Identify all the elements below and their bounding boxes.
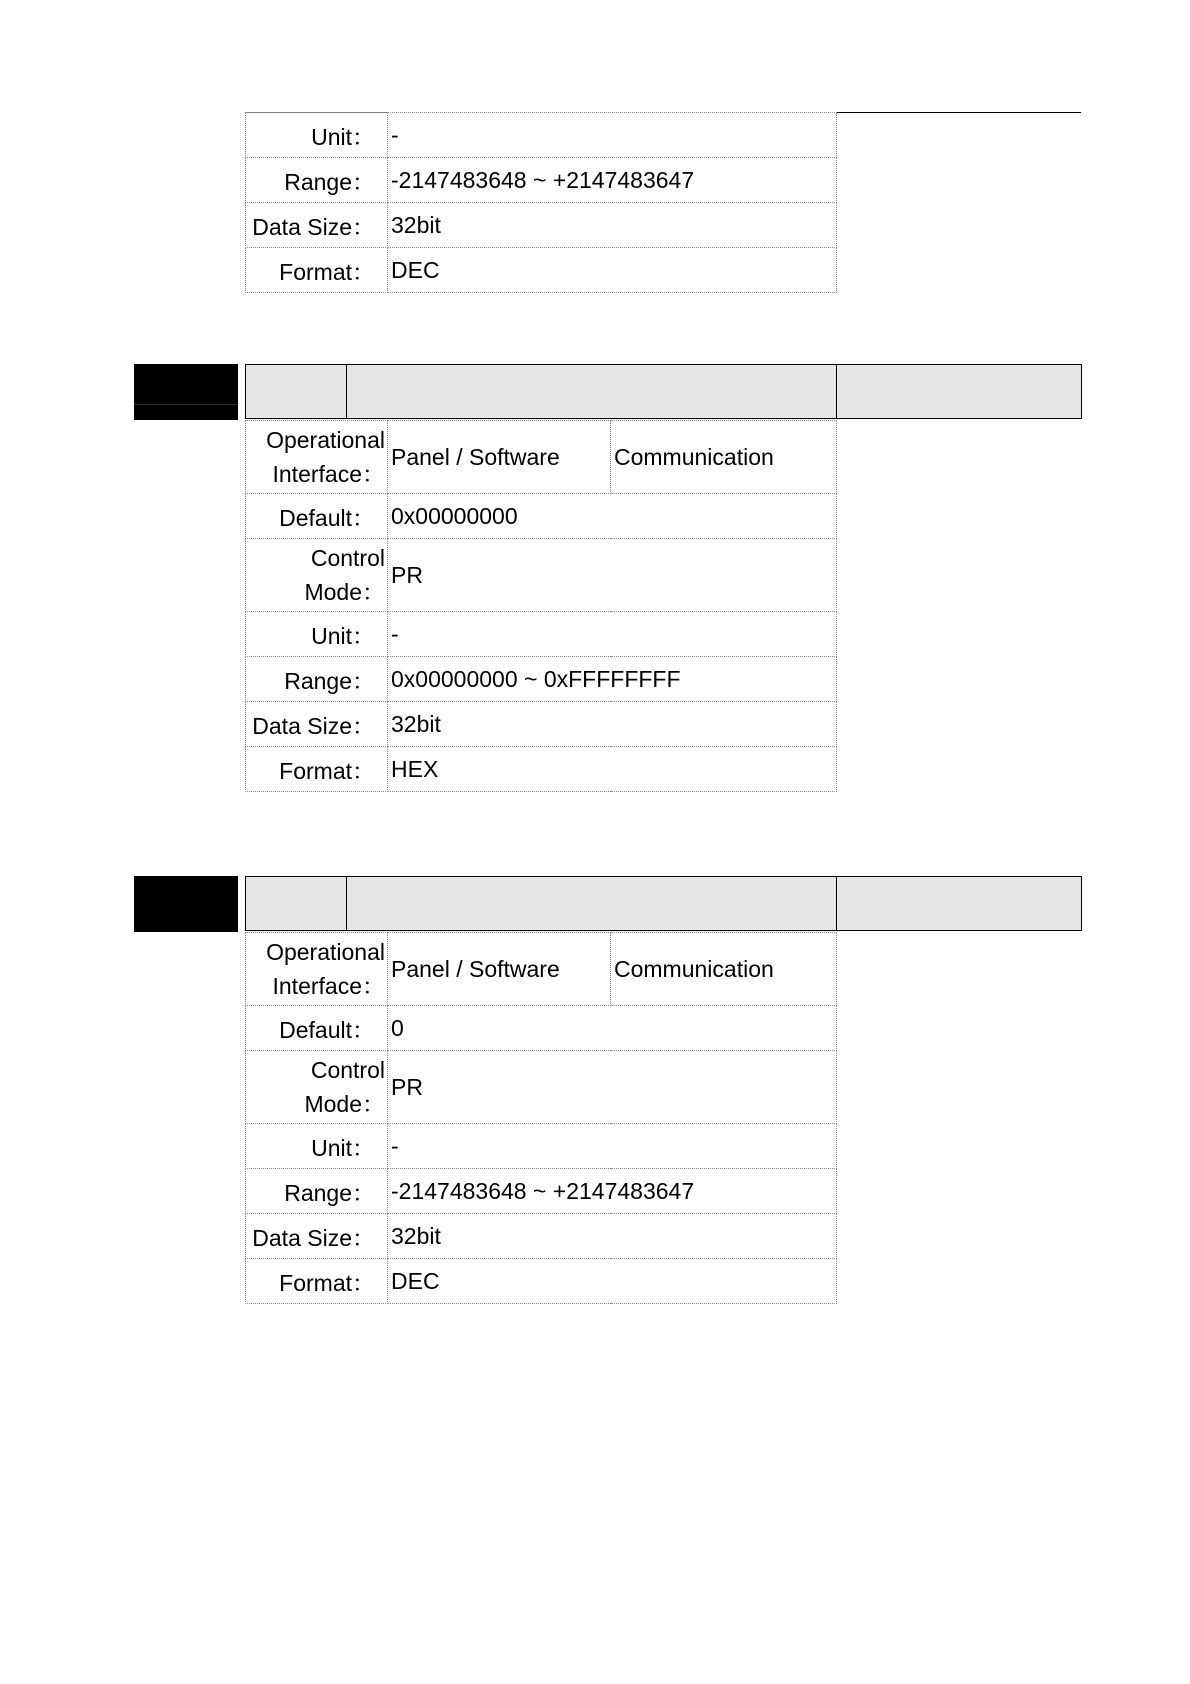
table-row [246,539,837,612]
format-label: Format： [246,1259,388,1304]
default-label: Default： [246,494,388,539]
table-row [246,248,837,293]
parameter-address-cell [836,876,1082,931]
table-row [246,494,837,539]
parameter-name-cell [346,876,837,931]
parameter-header-cell [245,364,347,419]
parameter-name-cell [346,364,837,419]
interface-label [246,421,388,494]
table-row [246,1006,837,1051]
control-mode-value: PR [388,1051,837,1124]
control-mode-label-line2: Mode： [304,1091,385,1117]
default-label: Default： [246,1006,388,1051]
table-row [246,1124,837,1169]
table-row [246,612,837,657]
default-value: 0x00000000 [388,494,837,539]
interface-label-line1: Operational [266,939,385,965]
range-label: Range： [246,158,388,203]
table-row [246,1051,837,1124]
interface-panel-software: Panel / Software [388,933,611,1006]
range-label: Range： [246,1169,388,1214]
table-row [246,1214,837,1259]
parameter-spec-table [245,932,837,1304]
interface-communication: Communication [611,421,837,494]
unit-value: - [388,612,837,657]
format-label: Format： [246,248,388,293]
table-row [246,158,837,203]
format-value: HEX [388,747,837,792]
format-label: Format： [246,747,388,792]
header-right-rule [836,112,1081,113]
unit-value: - [388,1124,837,1169]
table-row [246,1259,837,1304]
unit-value: - [388,113,837,158]
table-row [246,203,837,248]
data-size-label: Data Size： [246,203,388,248]
control-mode-label [246,539,388,612]
table-row [246,933,837,1006]
table-row [246,421,837,494]
data-size-value: 32bit [388,1214,837,1259]
control-mode-label [246,1051,388,1124]
control-mode-value: PR [388,539,837,612]
interface-label [246,933,388,1006]
table-row [246,747,837,792]
unit-label: Unit： [246,113,388,158]
control-mode-label-line1: Control [310,545,385,571]
interface-label-line2: Interface： [272,973,385,999]
control-mode-label-line2: Mode： [304,579,385,605]
interface-panel-software: Panel / Software [388,421,611,494]
data-size-value: 32bit [388,203,837,248]
range-value: -2147483648 ~ +2147483647 [388,158,837,203]
table-row [246,702,837,747]
parameter-code-block [134,876,238,932]
data-size-label: Data Size： [246,702,388,747]
unit-label: Unit： [246,612,388,657]
table-row [246,1169,837,1214]
format-value: DEC [388,248,837,293]
interface-communication: Communication [611,933,837,1006]
data-size-label: Data Size： [246,1214,388,1259]
format-value: DEC [388,1259,837,1304]
range-label: Range： [246,657,388,702]
table-row [246,113,837,158]
default-value: 0 [388,1006,837,1051]
code-block-stripe [134,404,238,405]
parameter-address-cell [836,364,1082,419]
interface-label-line1: Operational [266,427,385,453]
range-value: 0x00000000 ~ 0xFFFFFFFF [388,657,837,702]
data-size-value: 32bit [388,702,837,747]
parameter-spec-table [245,420,837,792]
unit-label: Unit： [246,1124,388,1169]
interface-label-line2: Interface： [272,461,385,487]
parameter-code-block [134,364,238,420]
parameter-spec-table [245,112,837,293]
range-value: -2147483648 ~ +2147483647 [388,1169,837,1214]
table-row [246,657,837,702]
control-mode-label-line1: Control [310,1057,385,1083]
parameter-header-cell [245,876,347,931]
